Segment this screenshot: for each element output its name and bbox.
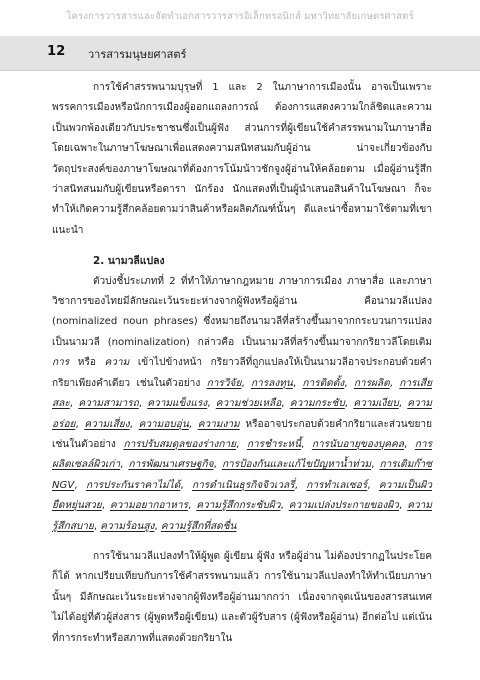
- example-term: การป้องกันและแก้ไขปัญหาน้ำท่วม: [221, 459, 372, 471]
- example-term: ความรู้สึกที่สดชื่น: [160, 520, 237, 532]
- example-term: ความเงียบ: [353, 398, 399, 410]
- text-or-composed: หรืออาจประกอบด้วยคำกริยาและส่วนขยาย เช่นในตัวอย่าง: [52, 418, 432, 450]
- example-term: การติดตั้ง: [302, 377, 345, 389]
- paragraph-mid: เข้าไปข้างหน้า กริยาวลีที่ถูกแปลงให้เป็นนามวลีอาจประกอบด้วยคำกริยาเพียงคำเดียว เช่นในตัวอย่าง: [52, 357, 432, 389]
- section-heading: 2. นามวลีแปลง: [93, 255, 165, 268]
- example-term: ความอร่อย: [52, 398, 433, 430]
- marker-kan: การ: [52, 357, 70, 369]
- body-text: [52, 78, 432, 649]
- paragraph-nominalized: [52, 272, 432, 537]
- paragraph-final: การใช้นามวลีแปลงทำให้ผู้พูด ผู้เขียน ผู้ฟัง หรือผู้อ่าน ไม่ต้องปรากฏในประโยคก็ได้ หากเปรียบเทียบกับการใช้คำสรรพนามแล้ว การใช้นามวลีแปลงทำให้ทำเนียบภาษานั้นๆ มีลักษณะเว้นระยะห่างจากผู้ฟังหรือผู้อ่านมากกว่า เนื่องจากจุดเน้นของสารสนเทศไม่ได้อยู่ที่ตัวผู้ส่งสาร (ผู้พูดหรือผู้เขียน) และตัวผู้รับสาร (ผู้ฟังหรือผู้อ่าน) อีกต่อไป แต่เน้นที่การกระทำหรือสภาพที่แสดงด้วยกริยาใน: [52, 550, 432, 644]
- paragraph-intro: ตัวบ่งชี้ประเภทที่ 2 ที่ทำให้ภาษากฎหมาย ภาษาการเมือง ภาษาสื่อ และภาษาวิชาการของไทยมีลักษณะเว้นระยะห่างจากผู้ฟังหรือผู้อ่าน คือนามวลีแปลง (nominalized noun phrases) ซึ่งหมายถึงนามวลีที่สร้างขึ้นมาจากกระบวนการแปลงเป็นนามวลี (nominalization) กล่าวคือ เป็นนามวลีที่สร้างขึ้นมาจากกริยาวลีโดยเติม: [52, 275, 432, 348]
- example-term: การประกันราคาไม่ได้: [85, 479, 181, 491]
- example-term: การนับอายุของบุคคล: [311, 438, 404, 450]
- example-term: การผลิต: [353, 377, 390, 389]
- example-term: ความอยากอาหาร: [109, 500, 188, 512]
- example-term: การทำเลเซอร์: [306, 479, 368, 491]
- text-or: หรือ: [69, 357, 105, 369]
- example-term: ความกระชับ: [289, 398, 345, 410]
- example-term: การเสียสละ: [52, 377, 432, 410]
- example-term: ความอบอุ่น: [138, 418, 189, 430]
- example-term: การปรับสมดุลของร่างกาย: [123, 438, 237, 450]
- paragraph-pronouns: การใช้คำสรรพนามบุรุษที่ 1 และ 2 ในภาษาการเมืองนั้น อาจเป็นเพราะพรรคการเมืองหรือนักการเมืองผู้ออกแถลงการณ์ ต้องการแสดงความใกล้ชิดและความเป็นพวกพ้องเดียวกับประชาชนซึ่งเป็นผู้ฟัง ส่วนการที่ผู้เขียนใช้คำสรรพนามในภาษาสื่อโดยเฉพาะในภาษาโฆษณาเพื่อแสดงความสนิทสนมกับผู้อ่าน น่าจะเกี่ยวข้องกับวัตถุประสงค์ของภาษาโฆษณาที่ต้องการโน้มน้าวชักจูงผู้อ่านให้คล้อยตาม เมื่อผู้อ่านรู้สึกว่าสนิทสนมกับผู้เขียนหรือดารา นักร้อง นักแสดงที่เป็นผู้นำเสนอสินค้าในโฆษณา ก็จะทำให้เกิดความรู้สึกคล้อยตามว่าสินค้าหรือผลิตภัณฑ์นั้นๆ ดีและน่าซื้อหามาใช้ตามที่เขาแนะนำ: [52, 82, 432, 236]
- example-term: การวิจัย: [206, 377, 242, 389]
- running-header: [0, 36, 480, 71]
- page-number: 12: [47, 44, 66, 59]
- examples-compound: การปรับสมดุลของร่างกาย, การชำระหนี้, การนับอายุของบุคคล, การผลิตเซลล์ผิวเก่า, การพัฒนาเศรษฐกิจ, การป้องกันและแก้ไขปัญหาน้ำท่วม, การเติมก๊าซ NGV, การประกันราคาไม่ได้, การดำเนินธุรกิจจิวเวลรี่, การทำเลเซอร์, ความเป็นผิวยืดหยุ่นสวย, ความอยากอาหาร, ความรู้สึกกระชับผิว, ความเปล่งประกายของผิว, ความรู้สึกสบาย, ความร้อนสูง, ความรู้สึกที่สดชื่น: [52, 438, 433, 532]
- example-term: ความเป็นผิวยืดหยุ่นสวย: [52, 479, 433, 512]
- example-term: การชำระหนี้: [246, 438, 301, 450]
- example-term: ความแข็งแรง: [147, 398, 208, 410]
- examples-single: การวิจัย, การลงทุน, การติดตั้ง, การผลิต, การเสียสละ, ความสามารถ, ความแข็งแรง, ความช่วยเหลือ, ความกระชับ, ความเงียบ, ความอร่อย, ความเสี่ยง, ความอบอุ่น, ความงาม: [52, 377, 433, 430]
- example-term: ความงาม: [197, 418, 240, 430]
- example-term: ความรู้สึกกระชับผิว: [196, 500, 281, 512]
- example-term: การผลิตเซลล์ผิวเก่า: [52, 438, 432, 471]
- marker-khwam: ความ: [104, 357, 130, 369]
- example-term: ความเปล่งประกายของผิว: [288, 500, 399, 512]
- example-term: การเติมก๊าซ NGV: [52, 459, 432, 491]
- example-term: ความสามารถ: [78, 398, 139, 410]
- watermark: โครงการวารสารและจัดทำเอกสารวารสารอิเล็กทรอนิกส์ มหาวิทยาลัยเกษตรศาสตร์: [66, 11, 414, 22]
- example-term: ความรู้สึกสบาย: [52, 500, 432, 532]
- journal-name: วารสารมนุษยศาสตร์: [88, 48, 187, 61]
- example-term: การดำเนินธุรกิจจิวเวลรี่: [192, 479, 295, 491]
- example-term: ความร้อนสูง: [100, 520, 155, 532]
- example-term: ความช่วยเหลือ: [215, 398, 282, 410]
- example-term: ความเสี่ยง: [84, 418, 130, 430]
- example-term: การพัฒนาเศรษฐกิจ: [128, 459, 214, 471]
- example-term: การลงทุน: [250, 377, 293, 389]
